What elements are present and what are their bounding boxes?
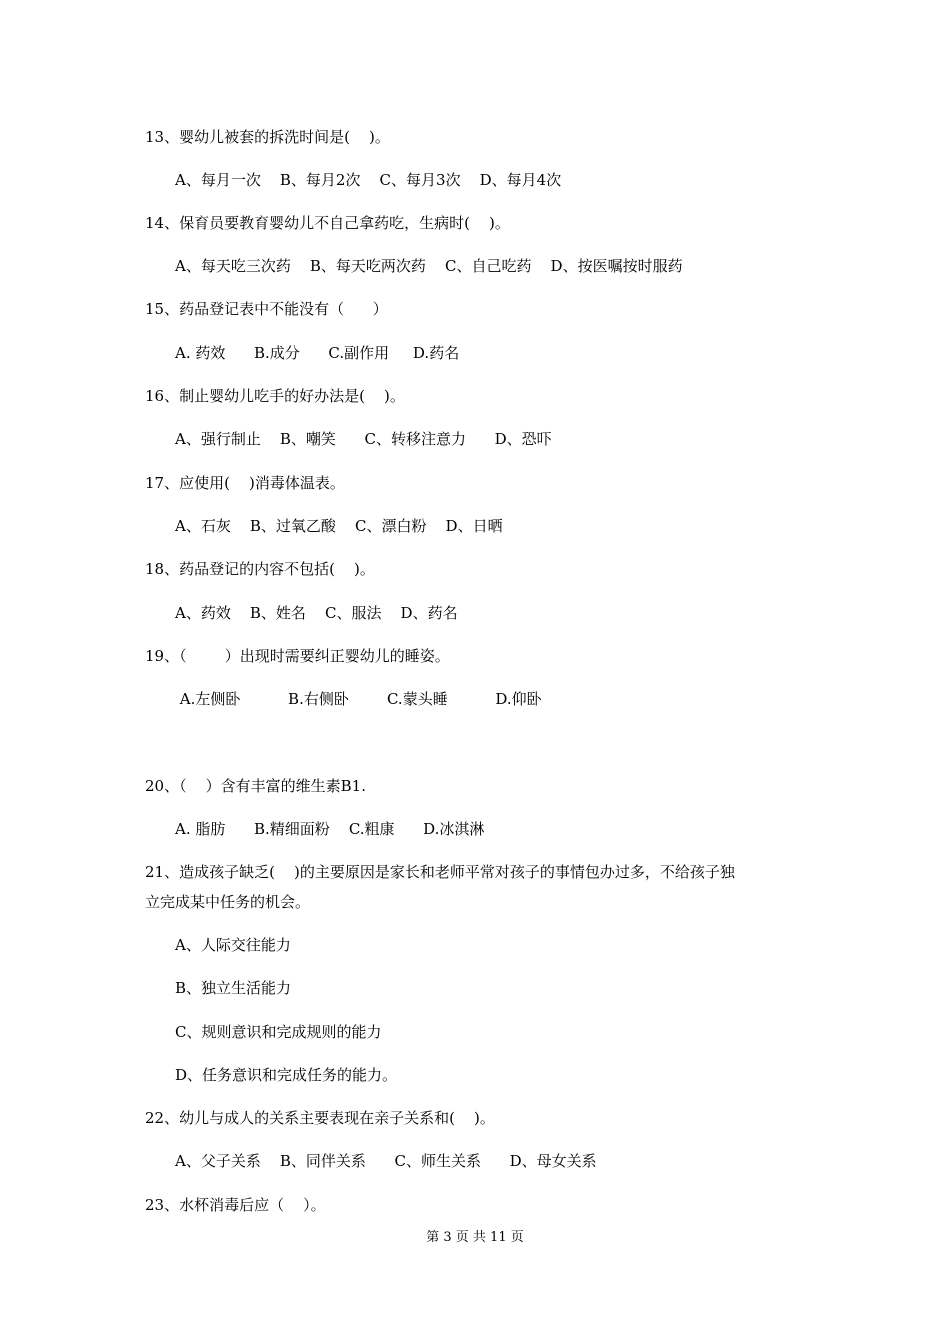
question-20-options: A. 脂肪 B.精细面粉 C.粗康 D.冰淇淋 (175, 820, 485, 838)
question-13-options: A、每月一次 B、每月2次 C、每月3次 D、每月4次 (175, 171, 562, 189)
question-23: 23、水杯消毒后应（ ）。 (145, 1196, 326, 1214)
question-16: 16、制止婴幼儿吃手的好办法是( )。 (145, 387, 405, 405)
question-16-options: A、强行制止 B、嘲笑 C、转移注意力 D、恐吓 (175, 430, 552, 448)
question-17-options: A、石灰 B、过氧乙酸 C、漂白粉 D、日晒 (175, 517, 503, 535)
question-21-option-a: A、人际交往能力 (175, 936, 291, 954)
question-19-options: A.左侧卧 B.右侧卧 C.蒙头睡 D.仰卧 (175, 690, 542, 708)
question-21-continuation: 立完成某中任务的机会。 (145, 893, 311, 911)
question-21: 21、造成孩子缺乏( )的主要原因是家长和老师平常对孩子的事情包办过多，不给孩子独 (145, 863, 735, 881)
question-21-option-d: D、任务意识和完成任务的能力。 (175, 1066, 398, 1084)
question-15: 15、药品登记表中不能没有（ ） (145, 300, 388, 318)
question-22-options: A、父子关系 B、同伴关系 C、师生关系 D、母女关系 (175, 1152, 597, 1170)
question-18: 18、药品登记的内容不包括( )。 (145, 560, 375, 578)
question-20: 20、（ ）含有丰富的维生素B1. (145, 777, 366, 795)
question-17: 17、应使用( )消毒体温表。 (145, 474, 345, 492)
question-21-option-c: C、规则意识和完成规则的能力 (175, 1023, 382, 1041)
question-14: 14、保育员要教育婴幼儿不自己拿药吃，生病时( )。 (145, 214, 510, 232)
question-13: 13、婴幼儿被套的拆洗时间是( )。 (145, 128, 390, 146)
question-14-options: A、每天吃三次药 B、每天吃两次药 C、自己吃药 D、按医嘱按时服药 (175, 257, 683, 275)
question-15-options: A. 药效 B.成分 C.副作用 D.药名 (175, 344, 460, 362)
page-footer: 第 3 页 共 11 页 (426, 1230, 524, 1245)
question-18-options: A、药效 B、姓名 C、服法 D、药名 (175, 604, 458, 622)
question-21-option-b: B、独立生活能力 (175, 979, 292, 997)
question-22: 22、幼儿与成人的关系主要表现在亲子关系和( )。 (145, 1109, 495, 1127)
question-19: 19、（ ）出现时需要纠正婴幼儿的睡姿。 (145, 647, 450, 665)
